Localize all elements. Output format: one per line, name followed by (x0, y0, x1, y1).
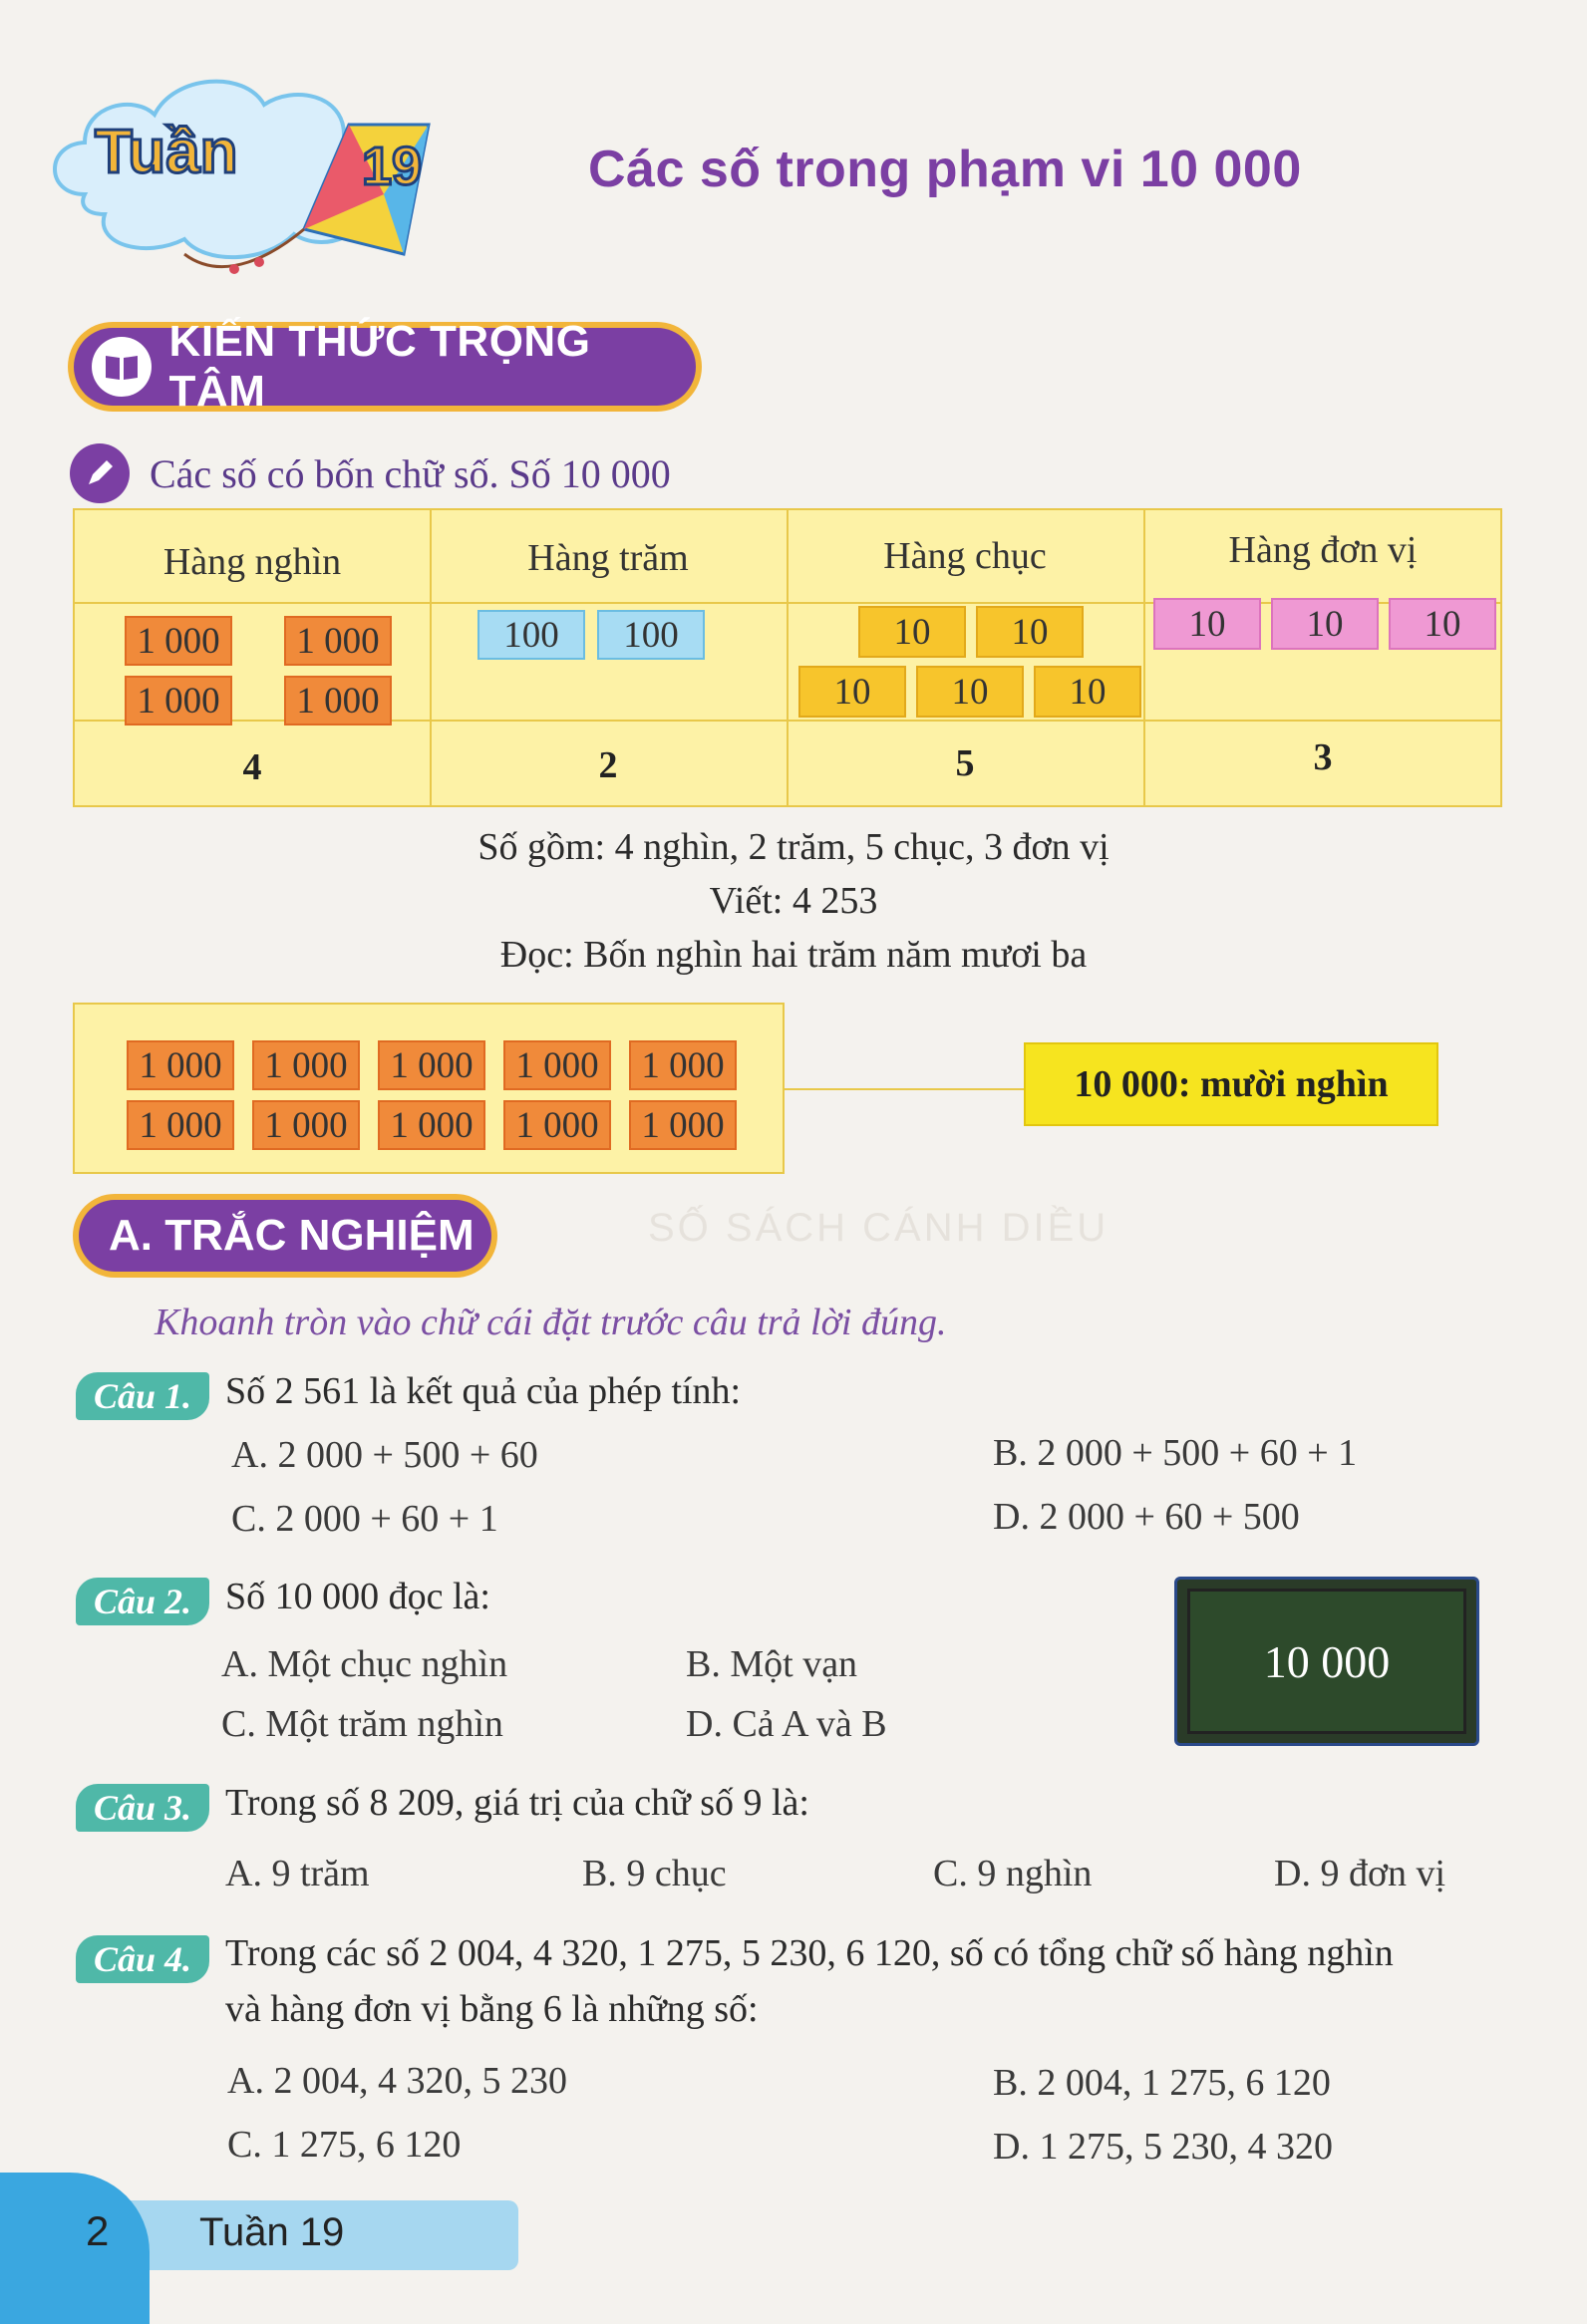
thousand-block: 1 000 (503, 1040, 611, 1090)
question-badge-1: Câu 1. (76, 1372, 209, 1420)
digit-units: 3 (1313, 736, 1333, 778)
thousand-block: 1 000 (125, 616, 232, 666)
q2-option-c[interactable]: C. Một trăm nghìn (221, 1703, 503, 1745)
q1-option-a[interactable]: A. 2 000 + 500 + 60 (231, 1434, 538, 1476)
q4-option-b[interactable]: B. 2 004, 1 275, 6 120 (993, 2062, 1331, 2104)
q3-option-c[interactable]: C. 9 nghìn (933, 1853, 1093, 1894)
thousand-block: 1 000 (378, 1040, 485, 1090)
digit-hundreds: 2 (598, 744, 618, 786)
q2-option-d[interactable]: D. Cả A và B (686, 1703, 887, 1745)
question-1-text: Số 2 561 là kết quả của phép tính: (225, 1370, 742, 1412)
thousand-block: 1 000 (503, 1100, 611, 1150)
section-a-heading: A. TRẮC NGHIỆM (79, 1200, 491, 1272)
thousand-block: 1 000 (252, 1100, 360, 1150)
hundred-block: 100 (477, 610, 585, 660)
ten-block: 10 (858, 606, 966, 658)
section-heading-pill (68, 317, 702, 416)
question-3-text: Trong số 8 209, giá trị của chữ số 9 là: (225, 1782, 809, 1824)
week-number: 19 (362, 137, 423, 196)
thousand-block: 1 000 (284, 616, 392, 666)
question-badge-4: Câu 4. (76, 1935, 209, 1983)
subheading: Các số có bốn chữ số. Số 10 000 (150, 450, 671, 496)
section-a-pill (73, 1194, 497, 1278)
place-value-table (73, 508, 1502, 807)
thousand-block: 1 000 (629, 1040, 737, 1090)
section-heading: KIẾN THỨC TRỌNG TÂM (168, 317, 591, 416)
unit-block: 10 (1153, 598, 1261, 650)
q4-option-c[interactable]: C. 1 275, 6 120 (227, 2124, 462, 2166)
q1-option-d[interactable]: D. 2 000 + 60 + 500 (993, 1496, 1300, 1538)
ten-block: 10 (1034, 666, 1141, 718)
digit-tens: 5 (955, 742, 975, 784)
header-thousands: Hàng nghìn (162, 541, 342, 583)
unit-block: 10 (1271, 598, 1379, 650)
read-text: Đọc: Bốn nghìn hai trăm năm mươi ba (499, 934, 1088, 976)
q4-option-d[interactable]: D. 1 275, 5 230, 4 320 (993, 2126, 1333, 2168)
q3-option-b[interactable]: B. 9 chục (582, 1853, 727, 1894)
question-badge-2: Câu 2. (76, 1578, 209, 1625)
week-badge (45, 55, 474, 284)
thousand-block: 1 000 (127, 1100, 234, 1150)
q2-option-a[interactable]: A. Một chục nghìn (221, 1643, 508, 1685)
write-text: Viết: 4 253 (709, 880, 878, 922)
thousand-block: 1 000 (252, 1040, 360, 1090)
question-4-line1: Trong các số 2 004, 4 320, 1 275, 5 230, 6 120, số có tổng chữ số hàng nghìn (225, 1932, 1394, 1974)
header-units: Hàng đơn vị (1228, 529, 1418, 571)
instruction: Khoanh tròn vào chữ cái đặt trước câu trả lời đúng. (155, 1302, 947, 1343)
thousand-block: 1 000 (284, 676, 392, 726)
page-number: 2 (86, 2207, 110, 2254)
q3-option-d[interactable]: D. 9 đơn vị (1274, 1853, 1446, 1894)
question-4-line2: và hàng đơn vị bằng 6 là những số: (225, 1988, 759, 2030)
thousand-block: 1 000 (378, 1100, 485, 1150)
thousand-block: 1 000 (125, 676, 232, 726)
ten-thousand-label: 10 000: mười nghìn (1024, 1042, 1438, 1126)
footer-week-label: Tuần 19 (199, 2210, 345, 2254)
q4-option-a[interactable]: A. 2 004, 4 320, 5 230 (227, 2060, 567, 2102)
q2-option-b[interactable]: B. Một vạn (686, 1643, 858, 1685)
ten-block: 10 (798, 666, 906, 718)
connector-line (785, 1088, 1024, 1090)
footer-tab (0, 2173, 150, 2324)
watermark: SỐ SÁCH CÁNH DIỀU (648, 1206, 1110, 1250)
ten-thousand-panel (73, 1003, 785, 1174)
composition-text: Số gồm: 4 nghìn, 2 trăm, 5 chục, 3 đơn vị (477, 826, 1110, 868)
week-word: Tuần (95, 118, 238, 186)
thousand-block: 1 000 (629, 1100, 737, 1150)
book-icon (92, 337, 152, 397)
header-hundreds: Hàng trăm (527, 537, 689, 579)
digit-thousands: 4 (242, 746, 262, 788)
ten-block: 10 (916, 666, 1024, 718)
unit-block: 10 (1389, 598, 1496, 650)
question-2-text: Số 10 000 đọc là: (225, 1576, 490, 1617)
ten-block: 10 (976, 606, 1084, 658)
hundred-block: 100 (597, 610, 705, 660)
chalkboard-number: 10 000 (1187, 1589, 1466, 1734)
question-badge-3: Câu 3. (76, 1784, 209, 1832)
q3-option-a[interactable]: A. 9 trăm (225, 1853, 370, 1894)
chalkboard (1174, 1577, 1479, 1746)
q1-option-c[interactable]: C. 2 000 + 60 + 1 (231, 1498, 498, 1540)
pencil-icon (70, 443, 130, 503)
page-title: Các số trong phạm vi 10 000 (588, 141, 1302, 198)
subheading-row (70, 443, 671, 503)
header-tens: Hàng chục (883, 535, 1047, 577)
q1-option-b[interactable]: B. 2 000 + 500 + 60 + 1 (993, 1432, 1358, 1474)
thousand-block: 1 000 (127, 1040, 234, 1090)
